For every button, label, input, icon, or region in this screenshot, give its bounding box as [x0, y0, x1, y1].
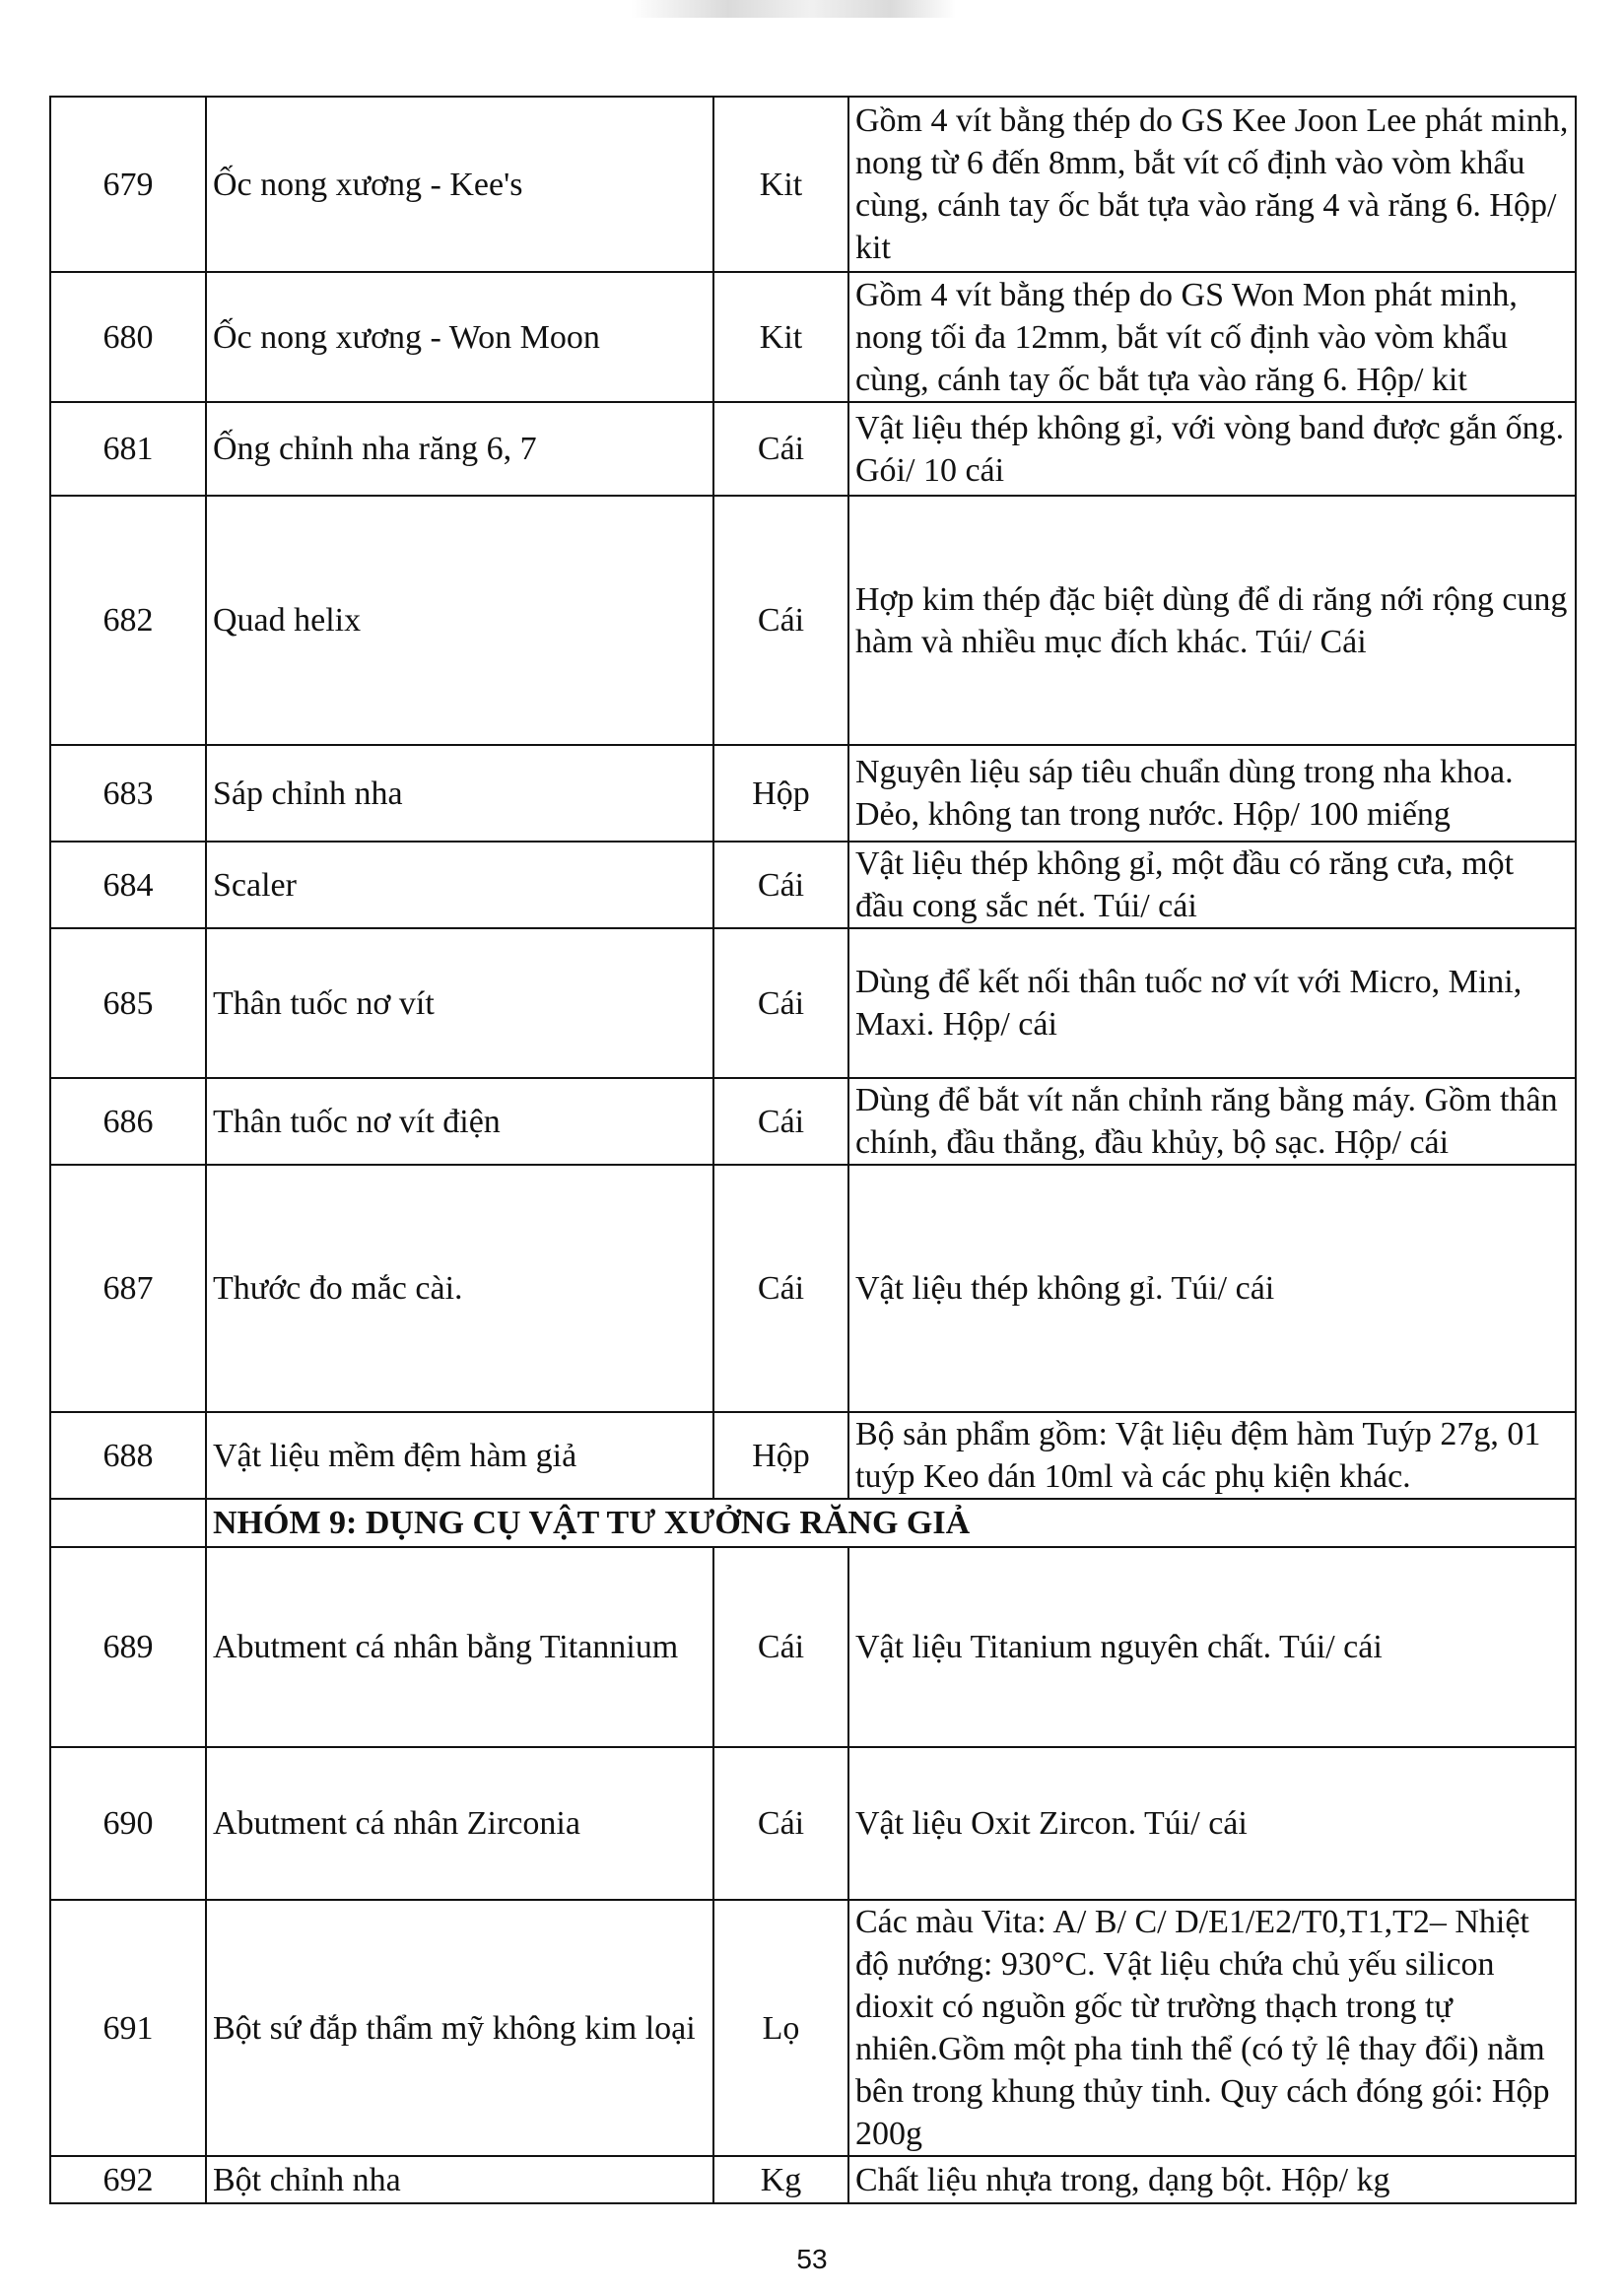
item-unit: Cái [713, 1165, 848, 1412]
item-name: Thước đo mắc cài. [206, 1165, 713, 1412]
item-name: Bột sứ đắp thẩm mỹ không kim loại [206, 1900, 713, 2156]
table-row [50, 1412, 1576, 1499]
table-row [50, 928, 1576, 1078]
item-name: Thân tuốc nơ vít điện [206, 1078, 713, 1165]
item-number: 691 [50, 1900, 206, 2156]
item-number: 687 [50, 1165, 206, 1412]
item-unit: Cái [713, 402, 848, 496]
group-title: NHÓM 9: DỤNG CỤ VẬT TƯ XƯỞNG RĂNG GIẢ [206, 1499, 1576, 1547]
item-description: Vật liệu thép không gỉ. Túi/ cái [848, 1165, 1576, 1412]
scan-artifact [631, 0, 956, 18]
item-description: Gồm 4 vít bằng thép do GS Kee Joon Lee phát minh, nong từ 6 đến 8mm, bắt vít cố định vào vòm khẩu cùng, cánh tay ốc bắt tựa vào răng 4 và răng 6. Hộp/ kit [848, 97, 1576, 272]
table-row [50, 1900, 1576, 2156]
item-unit: Hộp [713, 1412, 848, 1499]
item-description: Vật liệu Oxit Zircon. Túi/ cái [848, 1747, 1576, 1900]
item-unit: Hộp [713, 745, 848, 842]
item-description: Chất liệu nhựa trong, dạng bột. Hộp/ kg [848, 2156, 1576, 2203]
item-name: Abutment cá nhân bằng Titannium [206, 1547, 713, 1747]
item-description: Dùng để bắt vít nắn chỉnh răng bằng máy. Gồm thân chính, đầu thẳng, đầu khủy, bộ sạc. Hộp/ cái [848, 1078, 1576, 1165]
item-number: 681 [50, 402, 206, 496]
item-description: Nguyên liệu sáp tiêu chuẩn dùng trong nha khoa. Dẻo, không tan trong nước. Hộp/ 100 miếng [848, 745, 1576, 842]
item-description: Gồm 4 vít bằng thép do GS Won Mon phát minh, nong tối đa 12mm, bắt vít cố định vào vòm khẩu cùng, cánh tay ốc bắt tựa vào răng 6. Hộp/ kit [848, 272, 1576, 402]
table-row [50, 402, 1576, 496]
materials-table [49, 96, 1577, 2204]
table-row [50, 496, 1576, 745]
item-unit: Cái [713, 496, 848, 745]
item-unit: Cái [713, 1547, 848, 1747]
item-description: Vật liệu thép không gỉ, một đầu có răng cưa, một đầu cong sắc nét. Túi/ cái [848, 842, 1576, 928]
table-row [50, 2156, 1576, 2203]
item-name: Thân tuốc nơ vít [206, 928, 713, 1078]
table-row [50, 97, 1576, 272]
item-description: Hợp kim thép đặc biệt dùng để di răng nới rộng cung hàm và nhiều mục đích khác. Túi/ Cái [848, 496, 1576, 745]
item-description: Dùng để kết nối thân tuốc nơ vít với Micro, Mini, Maxi. Hộp/ cái [848, 928, 1576, 1078]
item-unit: Kit [713, 97, 848, 272]
item-name: Sáp chỉnh nha [206, 745, 713, 842]
item-number: 686 [50, 1078, 206, 1165]
item-name: Abutment cá nhân Zirconia [206, 1747, 713, 1900]
table-row [50, 1547, 1576, 1747]
item-number: 682 [50, 496, 206, 745]
item-number: 692 [50, 2156, 206, 2203]
item-unit: Cái [713, 842, 848, 928]
item-number: 689 [50, 1547, 206, 1747]
table-row [50, 272, 1576, 402]
item-description: Vật liệu thép không gỉ, với vòng band được gắn ống. Gói/ 10 cái [848, 402, 1576, 496]
item-name: Vật liệu mềm đệm hàm giả [206, 1412, 713, 1499]
table-row [50, 842, 1576, 928]
item-number: 685 [50, 928, 206, 1078]
item-unit: Kit [713, 272, 848, 402]
table-row [50, 1165, 1576, 1412]
item-unit: Lọ [713, 1900, 848, 2156]
item-number: 679 [50, 97, 206, 272]
item-description: Vật liệu Titanium nguyên chất. Túi/ cái [848, 1547, 1576, 1747]
item-unit: Kg [713, 2156, 848, 2203]
item-description: Bộ sản phẩm gồm: Vật liệu đệm hàm Tuýp 27g, 01 tuýp Keo dán 10ml và các phụ kiện khác. [848, 1412, 1576, 1499]
item-unit: Cái [713, 928, 848, 1078]
item-name: Ốc nong xương - Kee's [206, 97, 713, 272]
group-header-row [50, 1499, 1576, 1547]
item-name: Ốc nong xương - Won Moon [206, 272, 713, 402]
item-number: 680 [50, 272, 206, 402]
item-name: Ống chỉnh nha răng 6, 7 [206, 402, 713, 496]
item-unit: Cái [713, 1747, 848, 1900]
item-name: Bột chỉnh nha [206, 2156, 713, 2203]
item-number: 688 [50, 1412, 206, 1499]
table-row [50, 745, 1576, 842]
item-name: Quad helix [206, 496, 713, 745]
page-number: 53 [796, 2244, 828, 2274]
item-name: Scaler [206, 842, 713, 928]
item-number: 690 [50, 1747, 206, 1900]
group-number-cell [50, 1499, 206, 1547]
item-unit: Cái [713, 1078, 848, 1165]
table-row [50, 1078, 1576, 1165]
item-number: 684 [50, 842, 206, 928]
item-description: Các màu Vita: A/ B/ C/ D/E1/E2/T0,T1,T2– Nhiệt độ nướng: 930°C. Vật liệu chứa chủ yếu silicon dioxit có nguồn gốc từ trường thạch trong tự nhiên.Gồm một pha tinh thể (có tỷ lệ thay đổi) nằm bên trong khung thủy tinh. Quy cách đóng gói: Hộp 200g [848, 1900, 1576, 2156]
item-number: 683 [50, 745, 206, 842]
table-row [50, 1747, 1576, 1900]
